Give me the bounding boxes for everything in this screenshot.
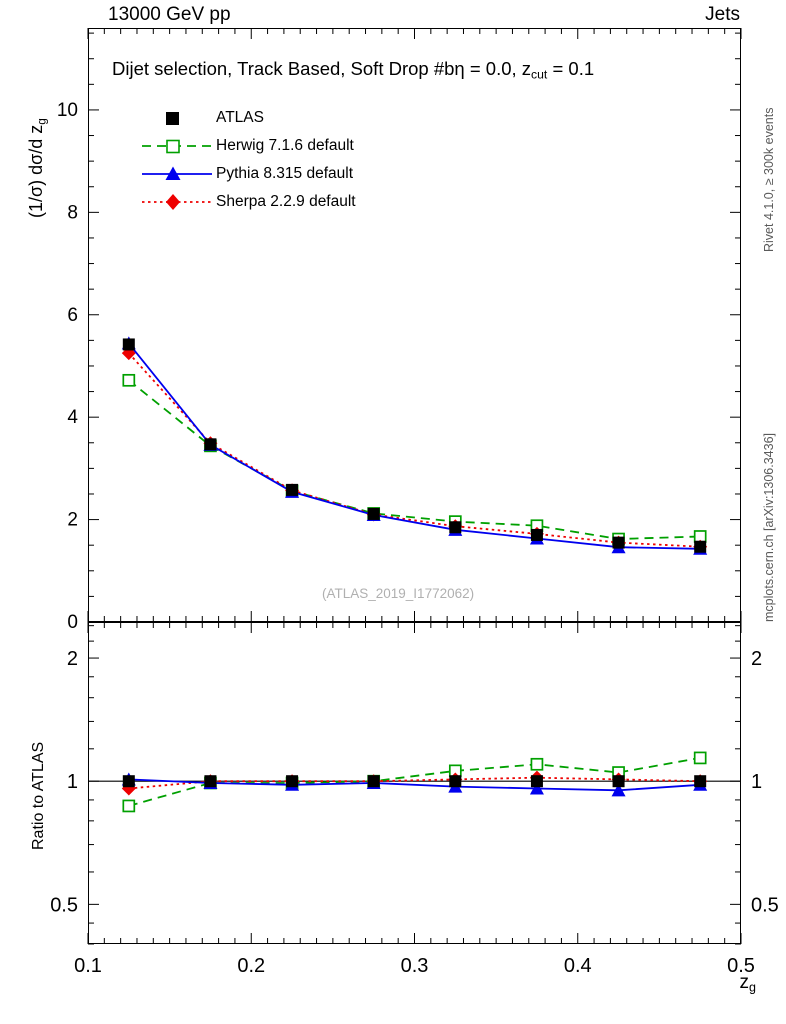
rivet-version-caption: Rivet 4.1.0, ≥ 300k events [762,107,776,252]
main-y-axis-title: (1/σ) dσ/d $z_g$ [26,118,49,218]
ratio-marker-1 [695,752,706,763]
ratio-y-axis-title: Ratio to ATLAS [30,741,47,850]
ratio-marker-0 [694,775,706,787]
main-y-tick-label: 2 [67,509,78,531]
ratio-marker-0 [531,775,543,787]
series-marker-0 [123,338,135,350]
x-tick-label: 0.5 [727,955,755,977]
ratio-y-tick-label-left: 2 [66,648,78,671]
series-marker-0 [204,438,216,450]
series-marker-0 [694,541,706,553]
main-y-tick-label: 10 [56,99,78,121]
header-analysis-category: Jets [705,4,740,25]
legend-label-herwig: Herwig 7.1.6 default [216,137,354,154]
x-tick-label: 0.2 [237,955,266,977]
plot-title-tail: = 0.1 [547,58,595,79]
series-marker-0 [531,529,543,541]
series-marker-0 [368,508,380,520]
main-y-tick-label: 6 [67,304,78,326]
series-line-1 [129,380,700,539]
ratio-marker-1 [123,800,134,811]
ratio-marker-0 [368,775,380,787]
header-collision-energy: 13000 GeV pp [108,4,231,25]
series-marker-0 [449,521,461,533]
analysis-id-watermark: (ATLAS_2019_I1772062) [322,586,475,601]
main-y-tick-label: 8 [67,202,78,224]
ratio-y-tick-label-left: 1 [66,771,78,794]
ratio-marker-0 [123,775,135,787]
legend-label-atlas: ATLAS [216,109,264,126]
main-y-tick-label: 4 [67,407,78,429]
x-tick-label: 0.3 [400,955,429,977]
x-axis-title: $z_g$ [739,972,756,995]
ratio-marker-1 [531,759,542,770]
plot-title-main: Dijet selection, Track Based, Soft Drop #b [112,58,455,79]
series-marker-1 [123,375,134,386]
ratio-y-tick-label-right: 1 [751,771,763,794]
x-tick-label: 0.1 [74,955,102,977]
legend-label-pythia: Pythia 8.315 default [216,165,354,182]
plot-title-eta: η = 0.0, z [454,58,532,79]
x-tick-label: 0.4 [563,955,592,977]
main-y-tick-label: 0 [67,612,78,633]
legend-label-sherpa: Sherpa 2.2.9 default [216,193,356,210]
ratio-marker-0 [613,775,625,787]
series-marker-0 [613,537,625,549]
plot-title-sub: cut [531,67,548,82]
mcplots-arxiv-caption: mcplots.cern.ch [arXiv:1306.3436] [762,433,776,622]
ratio-marker-0 [449,775,461,787]
ratio-marker-0 [286,775,298,787]
series-marker-0 [286,484,298,496]
ratio-y-tick-label-left: 0.5 [50,894,78,917]
ratio-marker-0 [204,775,216,787]
ratio-y-tick-label-right: 2 [751,648,763,671]
ratio-y-tick-label-right: 0.5 [751,894,779,917]
